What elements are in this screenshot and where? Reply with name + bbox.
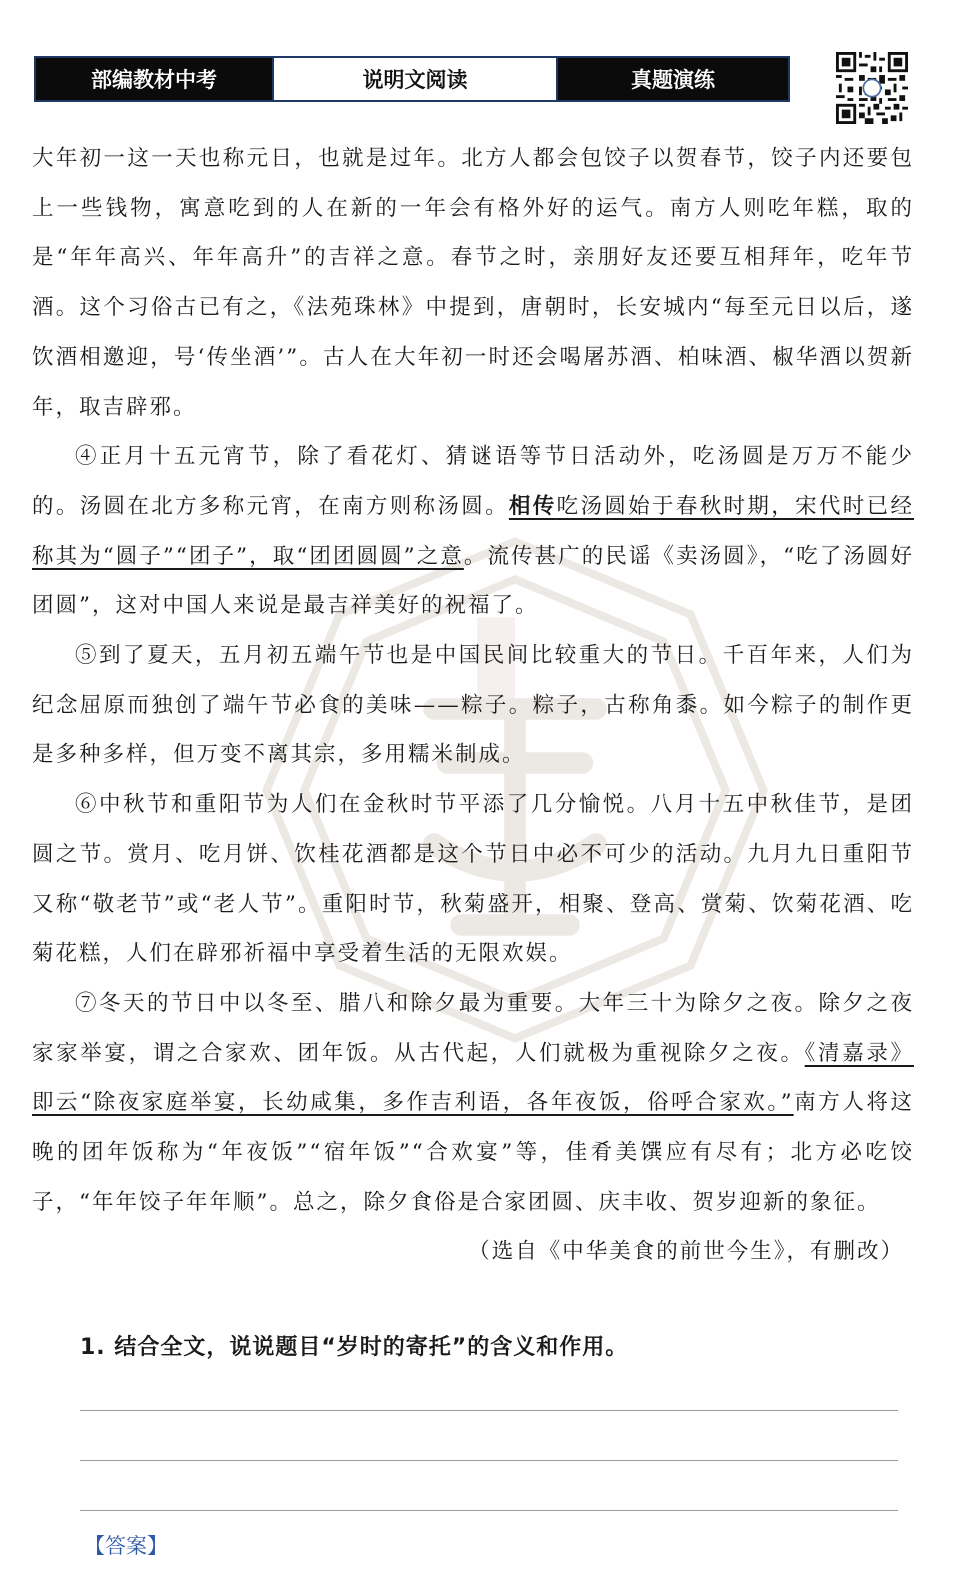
header-bar	[34, 56, 790, 102]
header-topic: 说明文阅读	[272, 58, 558, 100]
answer-line-2	[80, 1460, 898, 1461]
answer-label: 【答案】	[84, 1534, 168, 1558]
paragraph-4-text-a: ④正月十五元宵节，除了看花灯、猜谜语等节日活动外，吃汤圆是万万不能少的。汤圆在北方多称元宵，在南方则称汤圆。	[32, 444, 914, 519]
paragraph-4-underlined: 吃汤圆始于春秋时期，宋代时已经称其为“圆子”“团子”，取“团团圆圆”之意	[32, 493, 914, 569]
paragraph-4-text-b: 。流传甚广的民谣《卖汤圆》，“吃了汤圆好团圆”，这对中国人来说是最吉祥美好的祝福了。	[32, 543, 914, 619]
article-paragraph-1: 大年初一这一天也称元日，也就是过年。北方人都会包饺子以贺春节，饺子内还要包上一些钱物，寓意吃到的人在新的一年会有格外好的运气。南方人则吃年糕，取的是“年年高兴、年年高升”的吉祥之意。春节之时，亲朋好友还要互相拜年，吃年节酒。这个习俗古已有之，《法苑珠林》中提到，唐朝时，长安城内“每至元日以后，遂饮酒相邀迎，号‘传坐酒’”。古人在大年初一时还会喝屠苏酒、柏味酒、椒华酒以贺新年，取吉辟邪。	[32, 146, 914, 420]
answer-line-1	[80, 1410, 898, 1411]
paragraph-4-bold-term: 相传	[508, 493, 557, 519]
article-body	[32, 134, 914, 1277]
article-paragraph-4	[32, 432, 914, 631]
article-paragraph-6: ⑥中秋节和重阳节为人们在金秋时节平添了几分愉悦。八月十五中秋佳节，是团圆之节。赏月、吃月饼、饮桂花酒都是这个节日中必不可少的活动。九月九日重阳节又称“敬老节”或“老人节”。重阳时节，秋菊盛开，相聚、登高、赏菊、饮菊花酒、吃菊花糕，人们在辟邪祈福中享受着生活的无限欢娱。	[32, 792, 914, 967]
header-category: 部编教材中考	[36, 58, 272, 100]
article-source: （选自《中华美食的前世今生》，有删改）	[468, 1239, 904, 1265]
answer-line-3	[80, 1510, 898, 1511]
paragraph-7-text-b: 南方人将这晚的团年饭称为“年夜饭”“宿年饭”“合欢宴”等，佳肴美馔应有尽有；北方必吃饺子，“年年饺子年年顺”。总之，除夕食俗是合家团圆、庆丰收、贺岁迎新的象征。	[32, 1090, 914, 1215]
header-section: 真题演练	[558, 58, 788, 100]
qr-code-icon	[836, 52, 908, 124]
question-1: 1. 结合全文，说说题目“岁时的寄托”的含义和作用。	[80, 1335, 629, 1360]
paragraph-7-text-a: ⑦冬天的节日中以冬至、腊八和除夕最为重要。大年三十为除夕之夜。除夕之夜家家举宴，谓之合家欢、团年饭。从古代起，人们就极为重视除夕之夜。	[32, 990, 914, 1066]
article-paragraph-7	[32, 979, 914, 1228]
article-paragraph-5: ⑤到了夏天，五月初五端午节也是中国民间比较重大的节日。千百年来，人们为纪念屈原而独创了端午节必食的美味——粽子。粽子，古称角黍。如今粽子的制作更是多种多样，但万变不离其宗，多用糯米制成。	[32, 643, 914, 768]
paragraph-7-underlined: 《清嘉录》即云“除夜家庭举宴，长幼咸集，多作吉利语，各年夜饭，俗呼合家欢。”	[32, 1040, 914, 1116]
